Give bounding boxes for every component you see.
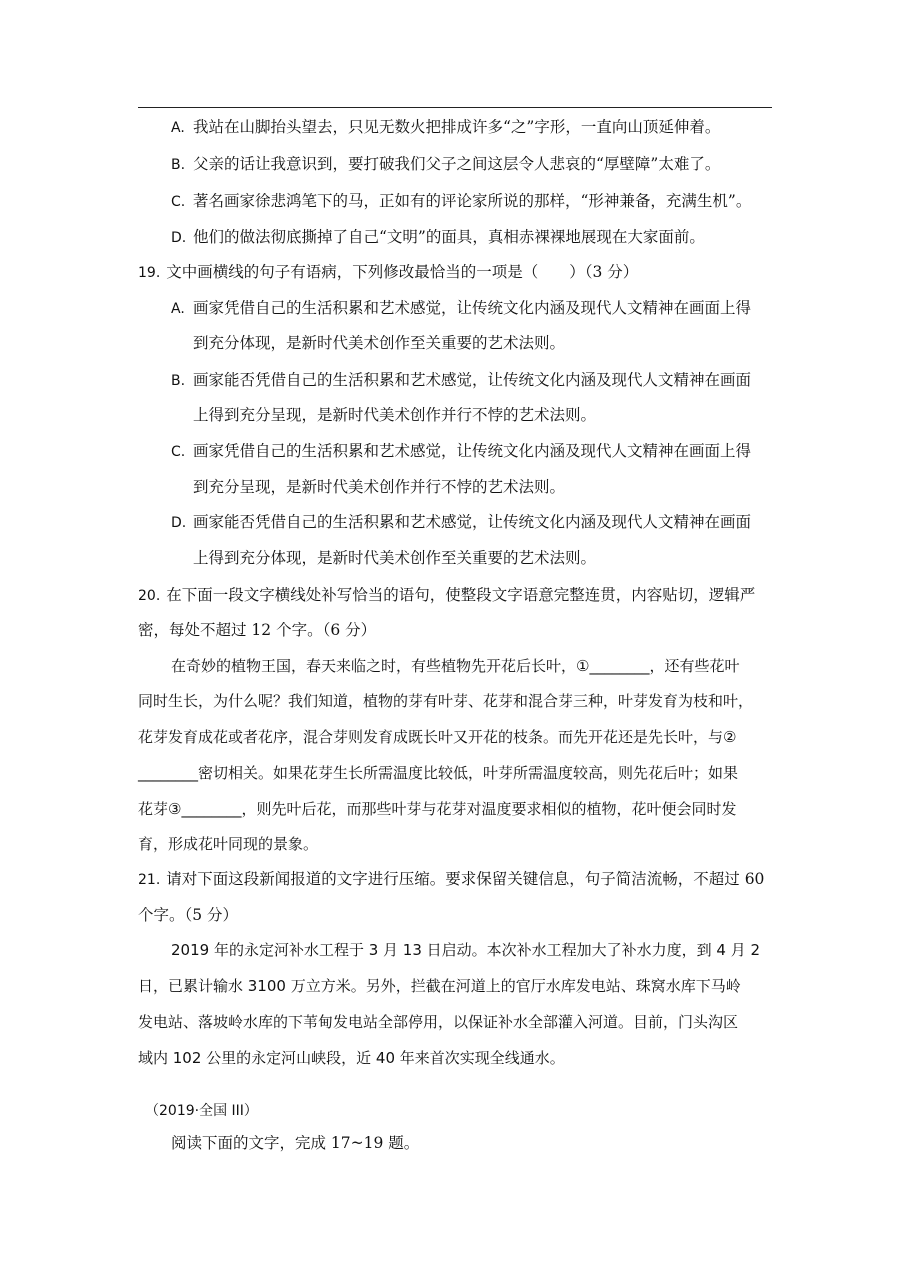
q21-passage-line: 发电站、落坡岭水库的下苇甸发电站全部停用，以保证补水全部灌入河道。目前，门头沟区 — [138, 1013, 739, 1031]
option-mark: A. — [171, 120, 185, 136]
option-text: 父亲的话让我意识到，要打破我们父子之间这层令人悲哀的“厚壁障”太难了。 — [193, 155, 721, 173]
q21-passage-line: 域内 102 公里的永定河山峡段，近 40 年来首次实现全线通水。 — [138, 1049, 565, 1067]
q21-passage-line: 日，已累计输水 3100 万立方米。另外，拦截在河道上的官厅水库发电站、珠窝水库下马岭 — [138, 977, 741, 995]
question-text: 文中画横线的句子有语病，下列修改最恰当的一项是（ ）（3 分） — [166, 263, 639, 281]
q18-option-c — [171, 191, 751, 212]
question-number: 20. — [138, 588, 161, 604]
option-text: 著名画家徐悲鸿笔下的马，正如有的评论家所说的那样，“形神兼备，充满生机”。 — [193, 192, 752, 210]
q19-option-d — [171, 512, 751, 533]
option-mark: A. — [171, 301, 185, 317]
option-mark: B. — [171, 373, 186, 389]
q21-stem — [138, 869, 764, 890]
header-rule — [138, 107, 772, 108]
q19-option-a-cont: 到充分体现，是新时代美术创作至关重要的艺术法则。 — [193, 334, 566, 352]
q20-passage-line: ________密切相关。如果花芽生长所需温度比较低，叶芽所需温度较高，则先花后叶；如果 — [138, 764, 739, 782]
q19-stem — [138, 262, 638, 283]
option-mark: C. — [171, 194, 186, 210]
q19-option-d-cont: 上得到充分体现，是新时代美术创作至关重要的艺术法则。 — [193, 549, 597, 567]
question-number: 21. — [138, 872, 161, 888]
q19-option-b — [171, 370, 751, 391]
question-text: 在下面一段文字横线处补写恰当的语句，使整段文字语意完整连贯，内容贴切，逻辑严 — [166, 586, 756, 604]
q20-stem-cont: 密，每处不超过 12 个字。（6 分） — [138, 621, 377, 639]
q20-passage-line: 在奇妙的植物王国，春天来临之时，有些植物先开花后长叶，①________，还有些花叶 — [171, 657, 740, 675]
q19-option-a — [171, 298, 751, 319]
option-text: 我站在山脚抬头望去，只见无数火把排成许多“之”字形，一直向山顶延伸着。 — [193, 118, 721, 136]
option-mark: D. — [171, 515, 187, 531]
q18-option-d — [171, 227, 705, 248]
option-mark: C. — [171, 444, 186, 460]
q20-passage-line: 育，形成花叶同现的景象。 — [138, 835, 319, 853]
section-instruction: 阅读下面的文字，完成 17~19 题。 — [171, 1134, 420, 1152]
option-text: 画家凭借自己的生活积累和艺术感觉，让传统文化内涵及现代人文精神在画面上得 — [193, 299, 752, 317]
option-text: 他们的做法彻底撕掉了自己“文明”的面具，真相赤裸裸地展现在大家面前。 — [193, 228, 705, 246]
q18-option-b — [171, 154, 720, 175]
q19-option-b-cont: 上得到充分呈现，是新时代美术创作并行不悖的艺术法则。 — [193, 406, 597, 424]
question-number: 19. — [138, 265, 161, 281]
question-text: 请对下面这段新闻报道的文字进行压缩。要求保留关键信息，句子简洁流畅，不超过 60 — [166, 870, 765, 888]
q21-stem-cont: 个字。（5 分） — [138, 906, 239, 924]
q20-stem — [138, 585, 755, 606]
option-text: 画家能否凭借自己的生活积累和艺术感觉，让传统文化内涵及现代人文精神在画面 — [193, 513, 752, 531]
q19-option-c-cont: 到充分呈现，是新时代美术创作并行不悖的艺术法则。 — [193, 478, 566, 496]
option-mark: D. — [171, 230, 187, 246]
q20-passage-line: 同时生长，为什么呢？我们知道，植物的芽有叶芽、花芽和混合芽三种，叶芽发育为枝和叶， — [138, 692, 754, 710]
q20-passage-line: 花芽发育成花或者花序，混合芽则发育成既长叶又开花的枝条。而先开花还是先长叶，与② — [138, 728, 737, 746]
q19-option-c — [171, 441, 751, 462]
option-text: 画家能否凭借自己的生活积累和艺术感觉，让传统文化内涵及现代人文精神在画面 — [193, 371, 752, 389]
option-mark: B. — [171, 157, 186, 173]
q20-passage-line: 花芽③________，则先叶后花，而那些叶芽与花芽对温度要求相似的植物，花叶便会同时发 — [138, 800, 737, 818]
q21-passage-line: 2019 年的永定河补水工程于 3 月 13 日启动。本次补水工程加大了补水力度，到 4 月 2 — [171, 941, 761, 959]
section-source: （2019·全国 III） — [145, 1103, 258, 1119]
q18-option-a — [171, 117, 720, 138]
option-text: 画家凭借自己的生活积累和艺术感觉，让传统文化内涵及现代人文精神在画面上得 — [193, 442, 752, 460]
